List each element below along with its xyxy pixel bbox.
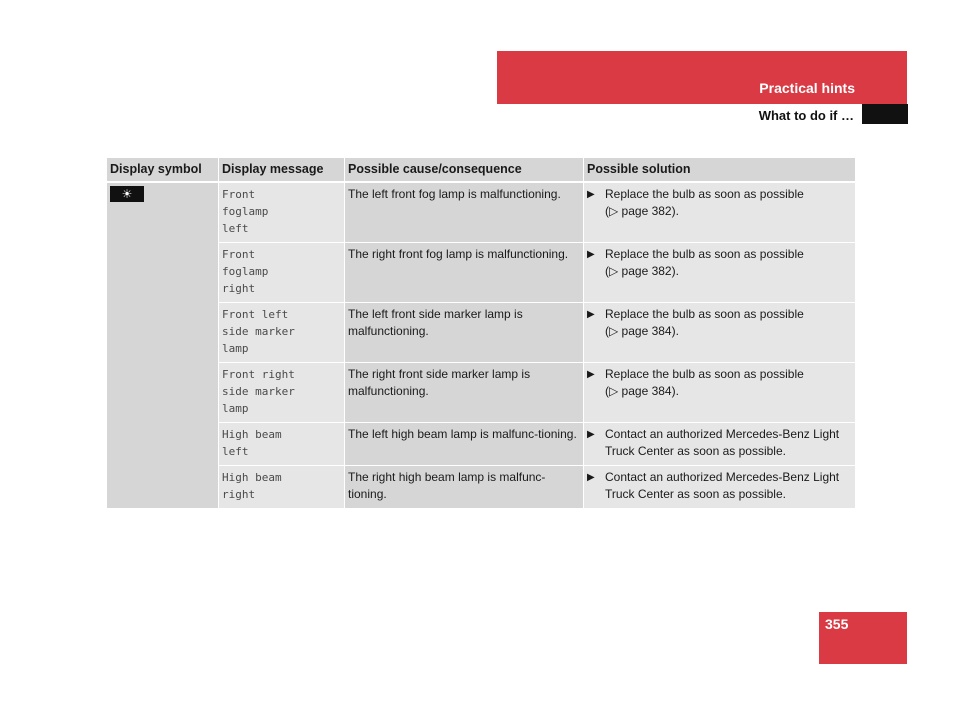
table-header-row bbox=[107, 158, 856, 182]
bullet-arrow-icon: ▶ bbox=[587, 429, 595, 440]
bullet-arrow-icon: ▶ bbox=[587, 249, 595, 260]
bullet-arrow-icon: ▶ bbox=[587, 369, 595, 380]
display-message-line: lamp bbox=[222, 342, 249, 355]
display-message-line: side marker bbox=[222, 385, 295, 398]
table-row bbox=[107, 363, 856, 423]
display-message-line: High beam bbox=[222, 428, 282, 441]
table-row bbox=[107, 303, 856, 363]
solution-line: (▷ page 384). bbox=[605, 384, 679, 398]
fog-lamp-icon: ☀ bbox=[110, 186, 144, 202]
possible-solution-cell bbox=[584, 363, 856, 423]
possible-solution-cell bbox=[584, 303, 856, 363]
display-message-line: side marker bbox=[222, 325, 295, 338]
warning-message-table bbox=[107, 158, 856, 509]
solution-line: Replace the bulb as soon as possible bbox=[605, 247, 804, 261]
table-row bbox=[107, 423, 856, 466]
page-number: 355 bbox=[825, 616, 849, 632]
col-header-possible-cause: Possible cause/consequence bbox=[345, 158, 584, 182]
col-header-possible-solution: Possible solution bbox=[584, 158, 856, 182]
col-header-display-symbol: Display symbol bbox=[107, 158, 219, 182]
solution-line: Contact an authorized Mercedes-Benz Light bbox=[605, 427, 840, 441]
solution-line: Replace the bulb as soon as possible bbox=[605, 187, 804, 201]
display-message-line: lamp bbox=[222, 402, 249, 415]
possible-cause-cell: The left front side marker lamp is malfunctioning. bbox=[345, 303, 584, 363]
display-message-cell bbox=[219, 363, 345, 423]
display-message-line: Front right bbox=[222, 368, 295, 381]
solution-line: Replace the bulb as soon as possible bbox=[605, 307, 804, 321]
possible-cause-cell: The right high beam lamp is malfunc-tioning. bbox=[345, 466, 584, 509]
possible-solution-cell bbox=[584, 466, 856, 509]
display-message-line: left bbox=[222, 222, 249, 235]
display-message-line: left bbox=[222, 445, 249, 458]
table-row bbox=[107, 243, 856, 303]
display-message-cell bbox=[219, 423, 345, 466]
col-header-display-message: Display message bbox=[219, 158, 345, 182]
subsection-title: What to do if … bbox=[758, 108, 854, 123]
display-message-line: Front bbox=[222, 188, 256, 201]
display-message-line: Front bbox=[222, 248, 256, 261]
section-title: Practical hints bbox=[759, 80, 855, 96]
possible-cause-cell: The left high beam lamp is malfunc-tioning. bbox=[345, 423, 584, 466]
header-bar bbox=[497, 51, 907, 104]
possible-cause-cell: The right front fog lamp is malfunctioning. bbox=[345, 243, 584, 303]
solution-line: (▷ page 384). bbox=[605, 324, 679, 338]
display-message-line: foglamp bbox=[222, 205, 269, 218]
possible-cause-cell: The left front fog lamp is malfunctioning. bbox=[345, 182, 584, 243]
possible-solution-cell bbox=[584, 243, 856, 303]
solution-line: Truck Center as soon as possible. bbox=[605, 444, 786, 458]
solution-line: Contact an authorized Mercedes-Benz Light bbox=[605, 470, 840, 484]
table-row bbox=[107, 466, 856, 509]
display-message-line: High beam bbox=[222, 471, 282, 484]
display-message-cell bbox=[219, 303, 345, 363]
possible-solution-cell bbox=[584, 423, 856, 466]
display-symbol-cell bbox=[107, 182, 219, 509]
bullet-arrow-icon: ▶ bbox=[587, 309, 595, 320]
display-message-cell bbox=[219, 243, 345, 303]
solution-line: (▷ page 382). bbox=[605, 204, 679, 218]
bullet-arrow-icon: ▶ bbox=[587, 189, 595, 200]
possible-cause-cell: The right front side marker lamp is malfunctioning. bbox=[345, 363, 584, 423]
display-message-cell bbox=[219, 182, 345, 243]
display-message-cell bbox=[219, 466, 345, 509]
possible-solution-cell bbox=[584, 182, 856, 243]
solution-line: Replace the bulb as soon as possible bbox=[605, 367, 804, 381]
bullet-arrow-icon: ▶ bbox=[587, 472, 595, 483]
display-message-line: right bbox=[222, 488, 256, 501]
table-row bbox=[107, 182, 856, 243]
solution-line: Truck Center as soon as possible. bbox=[605, 487, 786, 501]
solution-line: (▷ page 382). bbox=[605, 264, 679, 278]
section-tab-marker bbox=[862, 104, 908, 124]
display-message-line: Front left bbox=[222, 308, 289, 321]
display-message-line: foglamp bbox=[222, 265, 269, 278]
display-message-line: right bbox=[222, 282, 256, 295]
